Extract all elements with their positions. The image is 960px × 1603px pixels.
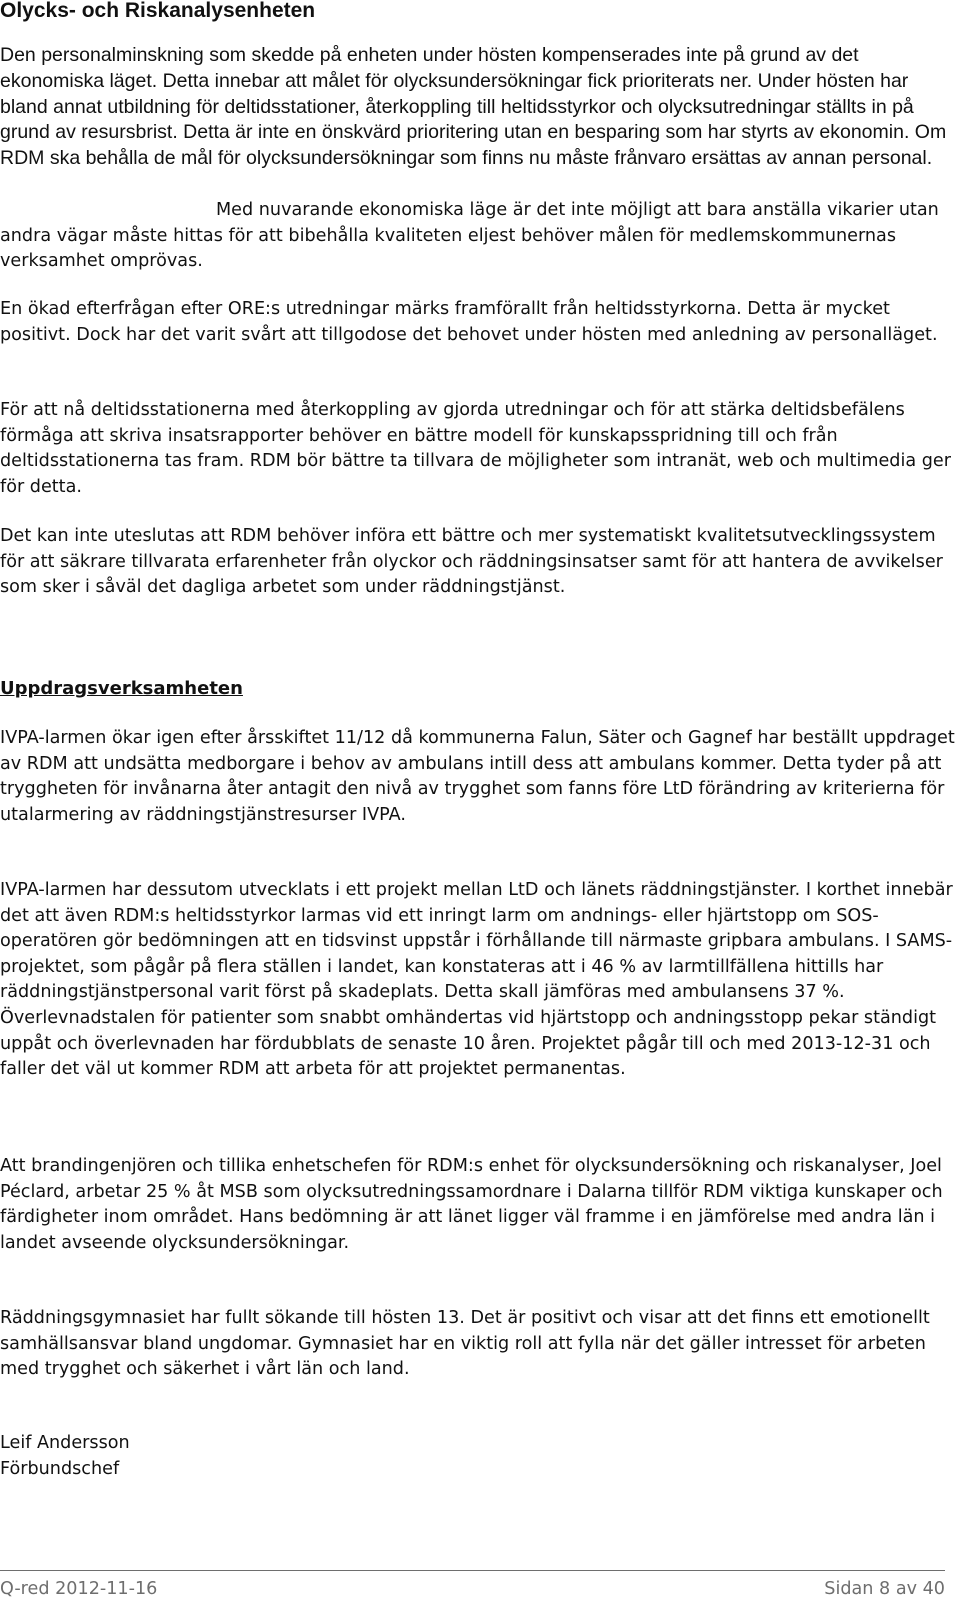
- paragraph-text: Dock har det varit svårt att tillgodose det behovet under hösten med anledning av personalläget.: [76, 324, 938, 345]
- paragraph: IVPA-larmen har dessutom utvecklats i ett projekt mellan LtD och länets räddningstjänster. I korthet innebär det att även RDM:s heltidsstyrkor larmas vid ett inringt larm om andnings- eller hjärtstopp om SOS-operatören gör bedömningen att en tidsvinst uppstår i förhållande till närmaste gripbara ambulans. I SAMS-projektet, som pågår på flera ställen i landet, kan konstateras att i 46 % av larmtillfällena hittills har räddningstjänstpersonal varit först på skadeplats. Detta skall jämföras med ambulansens 37 %. Överlevnadstalen för patienter som snabbt omhändertas vid hjärtstopp och andningsstopp pekar ständigt uppåt och överlevnaden har fördubblats de senaste 10 åren. Projektet pågår till och med 2013-12-31 och faller det väl ut kommer RDM att arbeta för att projektet permanentas.: [0, 880, 953, 1080]
- paragraph: [0, 398, 958, 500]
- paragraph-text: En ökad efterfrågan efter ORE:s utredningar märks framförallt från heltidsstyrkorna. Detta är mycket positivt.: [0, 299, 890, 345]
- paragraph: Med nuvarande ekonomiska läge är det inte möjligt att bara anställa vikarier utan andra vägar måste hittas för att bibehålla kvaliteten eljest behöver målen för medlemskommunernas verksamhet omprövas.: [0, 200, 939, 272]
- section-body-risk-analysis: [0, 43, 955, 172]
- paragraph: Räddningsgymnasiet har fullt sökande till hösten 13. Det är positivt och visar att det finns ett emotionellt samhällsansvar bland ungdomar. Gymnasiet har en viktig roll att fylla när det gäller intresset för arbeten med trygghet och säkerhet i vårt län och land.: [0, 1308, 930, 1380]
- paragraph: Att brandingenjören och tillika enhetschefen för RDM:s enhet för olycksundersökning och riskanalyser, Joel Péclard, arbetar 25 % åt MSB som olycksutredningssamordnare i Dalarna tillför RDM viktiga kunskaper och färdigheter inom området. Hans bedömning är att länet ligger väl framme i en jämförelse med andra län i landet avseende olycksundersökningar.: [0, 1156, 943, 1253]
- signatory-role: Förbundschef: [0, 1458, 120, 1479]
- paragraph-block: [0, 297, 958, 348]
- footer-page-number: Sidan 8 av 40: [824, 1579, 945, 1599]
- paragraph-text: RDM bör bättre ta tillvara de möjligheter som intranät, web och multimedia ger för detta.: [0, 451, 951, 497]
- paragraph-block: [0, 1306, 958, 1383]
- signature-block: [0, 1431, 130, 1482]
- paragraph: [0, 297, 958, 348]
- paragraph: IVPA-larmen ökar igen efter årsskiftet 11/12 då kommunerna Falun, Säter och Gagnef har beställt uppdraget av RDM att undsätta medborgare i behov av ambulans intill dess att ambulans kommer. Detta tyder på att tryggheten för invånarna åter antagit den nivå av trygghet som fanns före LtD förändring av kriterierna för utalarmering av räddningstjänstresurser IVPA.: [0, 728, 955, 825]
- page-footer: [0, 1570, 945, 1601]
- paragraph: Det kan inte uteslutas att RDM behöver införa ett bättre och mer systematiskt kvalitetsutvecklingssystem för att säkrare tillvarata erfarenheter från olyckor och räddningsinsatser samt för att hantera de avvikelser som sker i såväl det dagliga arbetet som under räddningstjänst.: [0, 526, 943, 598]
- paragraph-text: För att nå deltidsstationerna med återkoppling av gjorda utredningar och för att stärka deltidsbefälens förmåga att skriva insatsrapporter behöver en bättre modell för kunskapsspridning till och från deltidsstationerna tas fram.: [0, 400, 905, 472]
- paragraph-block: [0, 524, 958, 601]
- paragraph-text: Om RDM ska behålla de mål för olycksundersökningar som finns nu måste frånvaro ersättas av annan personal.: [0, 121, 947, 170]
- section-title-assignments: Uppdragsverksamheten: [0, 678, 243, 699]
- paragraph-block: [0, 726, 958, 828]
- paragraph-text: Den personalminskning som skedde på enheten under hösten kompenserades inte på grund av det ekonomiska läget. Detta innebar att målet för olycksundersökningar fick prioriterats ner. Under hösten har bland annat utbildning för deltidsstationer, återkoppling till heltidsstyrkor och olycksutredningar ställts in på grund av resursbrist. Detta är inte en önskvärd prioritering utan en besparing som har styrts av ekonomin.: [0, 44, 914, 144]
- paragraph-block: [0, 398, 958, 500]
- paragraph-block: [0, 1154, 958, 1256]
- section-title-risk-analysis: Olycks- och Riskanalysenheten: [0, 0, 316, 22]
- paragraph-block: [0, 878, 958, 1083]
- paragraph-continuation: [0, 198, 958, 275]
- signatory-name: Leif Andersson: [0, 1433, 130, 1453]
- footer-revision: Q-red 2012-11-16: [0, 1579, 158, 1599]
- paragraph: [0, 43, 955, 172]
